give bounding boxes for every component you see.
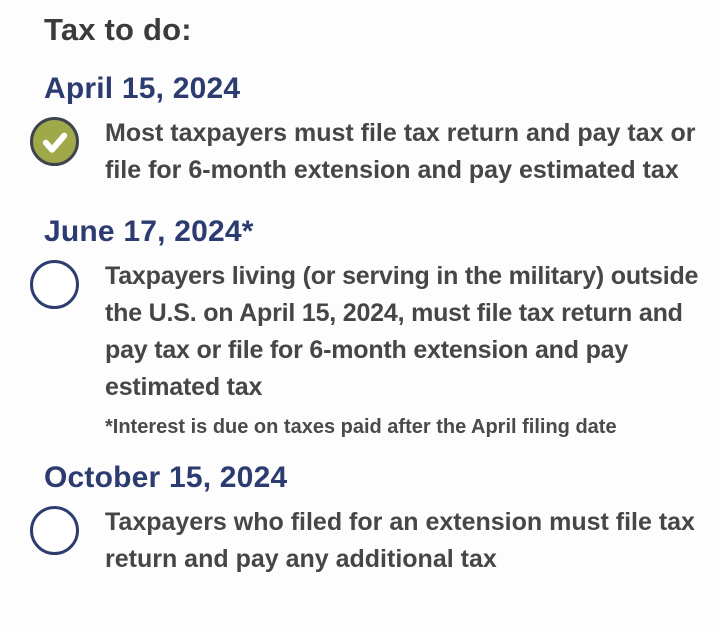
todo-row [30,258,700,439]
todo-description-october: Taxpayers who filed for an extension must file tax return and pay any additional tax [105,508,695,573]
todo-date-april: April 15, 2024 [44,72,241,105]
todo-text-block [105,258,700,439]
page-title: Tax to do: [44,12,192,47]
unchecked-circle-icon[interactable] [30,260,79,309]
checked-circle-icon[interactable] [30,117,79,166]
unchecked-circle-icon[interactable] [30,506,79,555]
todo-date-june: June 17, 2024* [44,215,254,248]
todo-date-october: October 15, 2024 [44,461,288,494]
checkmark-icon [38,125,72,159]
todo-row [30,504,700,578]
todo-item-october [44,461,700,578]
todo-item-june [44,215,700,439]
todo-description-april: Most taxpayers must file tax return and pay tax or file for 6-month extension and pay estimated tax [105,119,696,184]
interest-footnote: *Interest is due on taxes paid after the April filing date [105,416,617,438]
todo-row [30,115,700,189]
todo-item-april [44,72,700,189]
todo-description-june: Taxpayers living (or serving in the military) outside the U.S. on April 15, 2024, must file tax return and pay tax or file for 6-month extension and pay estimated tax [105,262,699,401]
